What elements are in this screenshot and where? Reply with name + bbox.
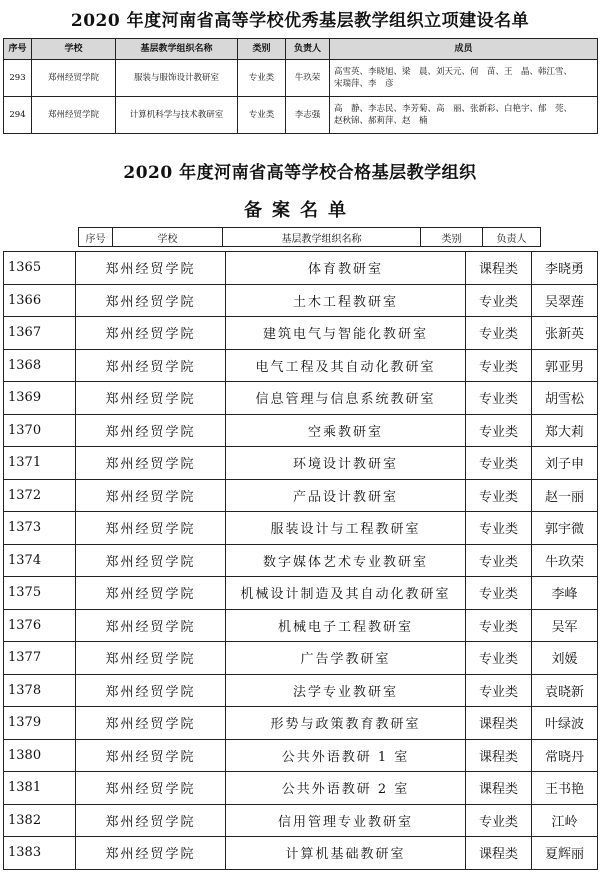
- row-no: 1373: [4, 512, 76, 545]
- row-leader: 李峰: [532, 577, 598, 610]
- qualified-table-header: [78, 227, 541, 247]
- row-leader: 李晓勇: [532, 252, 598, 285]
- row-no: 1370: [4, 414, 76, 447]
- table-row: [4, 674, 598, 707]
- row-type: 专业类: [466, 544, 532, 577]
- row-leader: 赵一丽: [532, 479, 598, 512]
- row-school: 郑州经贸学院: [76, 609, 226, 642]
- row-leader: 王书艳: [532, 772, 598, 805]
- row-leader: 刘子申: [532, 447, 598, 480]
- row-school: 郑州经贸学院: [76, 512, 226, 545]
- table-row: [4, 772, 598, 805]
- row-school: 郑州经贸学院: [76, 414, 226, 447]
- row-type: 专业类: [466, 609, 532, 642]
- row-leader: 吴翠莲: [532, 284, 598, 317]
- table-row: [4, 284, 598, 317]
- row-leader: 吴军: [532, 609, 598, 642]
- table-row: [4, 804, 598, 837]
- table-row: [4, 577, 598, 610]
- table-row: [4, 739, 598, 772]
- row-leader: 郑大莉: [532, 414, 598, 447]
- members-line: 高 静、李志民、李芳菊、高 丽、张新彩、白艳宇、郁 莞、: [334, 104, 573, 114]
- row-school: 郑州经贸学院: [76, 804, 226, 837]
- row-type: 专业类: [466, 284, 532, 317]
- row-school: 郑州经贸学院: [76, 739, 226, 772]
- row-leader: 郭宇微: [532, 512, 598, 545]
- row-org: 服装与服饰设计教研室: [116, 60, 238, 97]
- row-members: [330, 60, 598, 97]
- row-org: 信息管理与信息系统教研室: [226, 382, 466, 415]
- row-no: 1366: [4, 284, 76, 317]
- row-no: 1369: [4, 382, 76, 415]
- table-row: [4, 479, 598, 512]
- row-leader: 牛玖荣: [532, 544, 598, 577]
- row-no: 294: [4, 97, 32, 134]
- row-org: 计算机基础教研室: [226, 837, 466, 870]
- table-row: [4, 382, 598, 415]
- row-org: 广告学教研室: [226, 642, 466, 675]
- row-type: 专业类: [466, 414, 532, 447]
- members-line: 宋瑞萍、李 彦: [334, 79, 394, 89]
- row-leader: 常晓丹: [532, 739, 598, 772]
- row-org: 公共外语教研 1 室: [226, 739, 466, 772]
- row-no: 1381: [4, 772, 76, 805]
- row-school: 郑州经贸学院: [76, 284, 226, 317]
- table-row: [4, 97, 598, 134]
- header-members: 成员: [330, 39, 598, 60]
- members-line: 高雪英、李晓旭、梁 晨、刘天元、何 苗、王 晶、韩江雪、: [334, 67, 573, 77]
- qualified-table: [3, 251, 598, 870]
- row-school: 郑州经贸学院: [76, 479, 226, 512]
- row-no: 1378: [4, 674, 76, 707]
- row-leader: 郭亚男: [532, 349, 598, 382]
- row-org: 产品设计教研室: [226, 479, 466, 512]
- row-members: [330, 97, 598, 134]
- row-org: 电气工程及其自动化教研室: [226, 349, 466, 382]
- row-school: 郑州经贸学院: [76, 772, 226, 805]
- row-no: 1379: [4, 707, 76, 740]
- row-school: 郑州经贸学院: [76, 707, 226, 740]
- row-org: 服装设计与工程教研室: [226, 512, 466, 545]
- row-type: 专业类: [466, 447, 532, 480]
- table-row: [4, 317, 598, 350]
- row-no: 1371: [4, 447, 76, 480]
- row-no: 1377: [4, 642, 76, 675]
- header-org: 基层教学组织名称: [223, 228, 421, 247]
- row-org: 信用管理专业教研室: [226, 804, 466, 837]
- project-table-header: [4, 39, 598, 60]
- row-type: 专业类: [466, 382, 532, 415]
- row-school: 郑州经贸学院: [32, 60, 116, 97]
- row-org: 公共外语教研 2 室: [226, 772, 466, 805]
- header-org: 基层教学组织名称: [116, 39, 238, 60]
- row-school: 郑州经贸学院: [32, 97, 116, 134]
- row-leader: 江岭: [532, 804, 598, 837]
- row-type: 专业类: [466, 317, 532, 350]
- row-school: 郑州经贸学院: [76, 252, 226, 285]
- row-type: 专业类: [238, 97, 286, 134]
- header-school: 学校: [113, 228, 223, 247]
- row-school: 郑州经贸学院: [76, 674, 226, 707]
- row-type: 专业类: [466, 642, 532, 675]
- header-type: 类别: [238, 39, 286, 60]
- row-no: 1375: [4, 577, 76, 610]
- row-org: 土木工程教研室: [226, 284, 466, 317]
- header-leader: 负责人: [286, 39, 330, 60]
- row-type: 专业类: [238, 60, 286, 97]
- row-no: 293: [4, 60, 32, 97]
- row-no: 1367: [4, 317, 76, 350]
- row-school: 郑州经贸学院: [76, 577, 226, 610]
- row-no: 1382: [4, 804, 76, 837]
- row-no: 1376: [4, 609, 76, 642]
- row-school: 郑州经贸学院: [76, 544, 226, 577]
- table-row: [4, 252, 598, 285]
- row-school: 郑州经贸学院: [76, 447, 226, 480]
- header-leader: 负责人: [483, 228, 541, 247]
- table-row: [4, 837, 598, 870]
- row-type: 课程类: [466, 837, 532, 870]
- row-school: 郑州经贸学院: [76, 837, 226, 870]
- header-type: 类别: [421, 228, 483, 247]
- row-leader: 袁晓新: [532, 674, 598, 707]
- members-line: 赵秋锦、郝莉萍、赵 楠: [334, 116, 428, 126]
- row-org: 体育教研室: [226, 252, 466, 285]
- table-row: [4, 544, 598, 577]
- header-no: 序号: [79, 228, 113, 247]
- row-org: 机械电子工程教研室: [226, 609, 466, 642]
- row-no: 1380: [4, 739, 76, 772]
- project-table: [3, 38, 598, 134]
- row-org: 形势与政策教育教研室: [226, 707, 466, 740]
- table-row: [4, 642, 598, 675]
- qualified-table-body: [4, 252, 598, 870]
- row-type: 专业类: [466, 577, 532, 610]
- row-type: 专业类: [466, 479, 532, 512]
- project-list-title: 2020 年度河南省高等学校优秀基层教学组织立项建设名单: [70, 11, 530, 31]
- table-row: [4, 447, 598, 480]
- row-school: 郑州经贸学院: [76, 642, 226, 675]
- row-leader: 叶绿波: [532, 707, 598, 740]
- table-row: [4, 609, 598, 642]
- row-no: 1374: [4, 544, 76, 577]
- row-no: 1383: [4, 837, 76, 870]
- header-school: 学校: [32, 39, 116, 60]
- table-row: [4, 414, 598, 447]
- row-org: 空乘教研室: [226, 414, 466, 447]
- row-leader: 李志强: [286, 97, 330, 134]
- table-row: [4, 512, 598, 545]
- row-type: 专业类: [466, 804, 532, 837]
- row-leader: 刘媛: [532, 642, 598, 675]
- row-school: 郑州经贸学院: [76, 349, 226, 382]
- row-type: 课程类: [466, 739, 532, 772]
- row-leader: 张新英: [532, 317, 598, 350]
- row-leader: 夏辉丽: [532, 837, 598, 870]
- row-org: 环境设计教研室: [226, 447, 466, 480]
- row-type: 专业类: [466, 512, 532, 545]
- row-school: 郑州经贸学院: [76, 317, 226, 350]
- row-type: 专业类: [466, 674, 532, 707]
- row-org: 机械设计制造及其自动化教研室: [226, 577, 466, 610]
- table-row: [4, 707, 598, 740]
- row-type: 课程类: [466, 252, 532, 285]
- row-school: 郑州经贸学院: [76, 382, 226, 415]
- row-org: 计算机科学与技术教研室: [116, 97, 238, 134]
- row-leader: 胡雪松: [532, 382, 598, 415]
- row-no: 1372: [4, 479, 76, 512]
- qualified-list-title: 2020 年度河南省高等学校合格基层教学组织: [123, 163, 477, 183]
- row-org: 法学专业教研室: [226, 674, 466, 707]
- row-type: 专业类: [466, 349, 532, 382]
- header-no: 序号: [4, 39, 32, 60]
- row-no: 1368: [4, 349, 76, 382]
- row-type: 课程类: [466, 772, 532, 805]
- row-leader: 牛玖荣: [286, 60, 330, 97]
- table-row: [4, 349, 598, 382]
- qualified-list-subtitle: 备案名单: [244, 200, 356, 221]
- row-org: 数字媒体艺术专业教研室: [226, 544, 466, 577]
- row-org: 建筑电气与智能化教研室: [226, 317, 466, 350]
- row-no: 1365: [4, 252, 76, 285]
- table-row: [4, 60, 598, 97]
- row-type: 课程类: [466, 707, 532, 740]
